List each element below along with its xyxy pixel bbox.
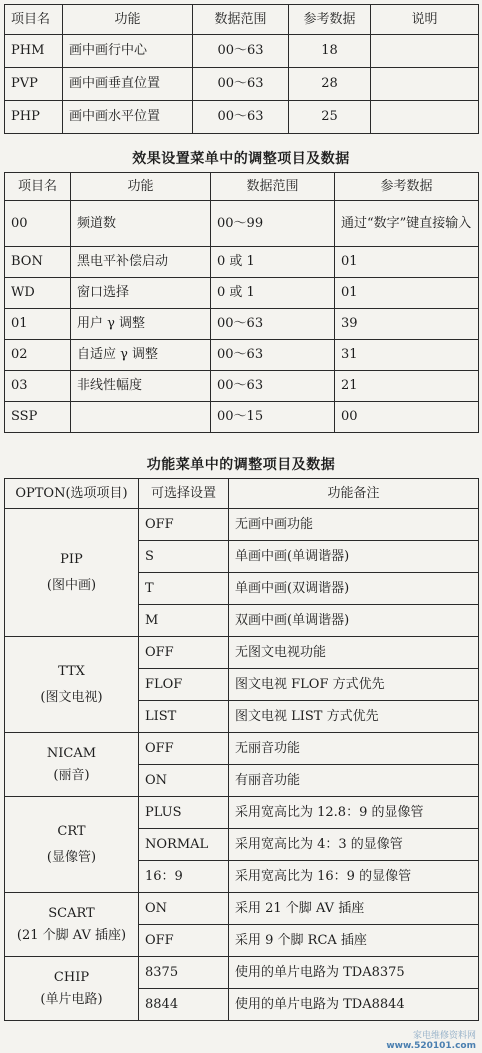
cell: 自适应 γ 调整 bbox=[71, 340, 211, 371]
cell: NORMAL bbox=[139, 829, 229, 861]
cell: 00～63 bbox=[211, 371, 335, 402]
cell: 8375 bbox=[139, 957, 229, 989]
table-row bbox=[5, 637, 479, 669]
cell: 01 bbox=[335, 278, 479, 309]
cell: 无画中画功能 bbox=[229, 509, 479, 541]
cell: 非线性幅度 bbox=[71, 371, 211, 402]
option-name: CRT bbox=[57, 823, 86, 839]
cell: 单画中画(单调谐器) bbox=[229, 541, 479, 573]
cell: 00～63 bbox=[211, 340, 335, 371]
table-header-row bbox=[5, 479, 479, 509]
col-header-remark: 功能备注 bbox=[229, 479, 479, 509]
option-sub: (丽音) bbox=[53, 767, 90, 783]
option-group-ttx bbox=[5, 637, 139, 733]
table-row bbox=[5, 278, 479, 309]
cell: 频道数 bbox=[71, 201, 211, 247]
option-name: CHIP bbox=[53, 969, 90, 985]
table-row bbox=[5, 35, 479, 68]
cell: 无图文电视功能 bbox=[229, 637, 479, 669]
cell: PLUS bbox=[139, 797, 229, 829]
table-row bbox=[5, 309, 479, 340]
option-sub: (图文电视) bbox=[40, 689, 103, 705]
cell: 00～63 bbox=[193, 68, 289, 101]
col-header-range: 数据范围 bbox=[193, 5, 289, 35]
cell: BON bbox=[5, 247, 71, 278]
cell: 16：9 bbox=[139, 861, 229, 893]
option-name: TTX bbox=[58, 663, 85, 679]
option-name: PIP bbox=[60, 551, 83, 567]
table-row bbox=[5, 957, 479, 989]
watermark bbox=[386, 1031, 476, 1051]
cell: 有丽音功能 bbox=[229, 765, 479, 797]
cell: 单画中画(双调谐器) bbox=[229, 573, 479, 605]
cell: 采用宽高比为 4：3 的显像管 bbox=[229, 829, 479, 861]
cell: ON bbox=[139, 765, 229, 797]
table-header-row bbox=[5, 5, 479, 35]
table-header-row bbox=[5, 173, 479, 201]
cell: 00～63 bbox=[193, 35, 289, 68]
table-effects-settings bbox=[4, 172, 479, 433]
table-pip-adjust bbox=[4, 4, 479, 134]
cell: 31 bbox=[335, 340, 479, 371]
cell: 0 或 1 bbox=[211, 278, 335, 309]
cell: 39 bbox=[335, 309, 479, 340]
table-row bbox=[5, 733, 479, 765]
cell: 画中画行中心 bbox=[63, 35, 193, 68]
cell: OFF bbox=[139, 637, 229, 669]
col-header-range: 数据范围 bbox=[211, 173, 335, 201]
cell: 采用宽高比为 12.8：9 的显像管 bbox=[229, 797, 479, 829]
cell: 00 bbox=[5, 201, 71, 247]
table-row bbox=[5, 247, 479, 278]
cell: 00～15 bbox=[211, 402, 335, 433]
cell: PVP bbox=[5, 68, 63, 101]
cell: 00～63 bbox=[193, 101, 289, 134]
col-header-function: 功能 bbox=[71, 173, 211, 201]
cell: 使用的单片电路为 TDA8375 bbox=[229, 957, 479, 989]
cell bbox=[371, 35, 479, 68]
cell: M bbox=[139, 605, 229, 637]
table-row bbox=[5, 402, 479, 433]
cell: FLOF bbox=[139, 669, 229, 701]
cell: 画中画垂直位置 bbox=[63, 68, 193, 101]
cell bbox=[371, 101, 479, 134]
option-name: NICAM bbox=[46, 745, 97, 761]
cell: 03 bbox=[5, 371, 71, 402]
cell: 0 或 1 bbox=[211, 247, 335, 278]
cell: 双画中画(单调谐器) bbox=[229, 605, 479, 637]
table-row bbox=[5, 68, 479, 101]
col-header-reference: 参考数据 bbox=[335, 173, 479, 201]
cell bbox=[71, 402, 211, 433]
table-row bbox=[5, 371, 479, 402]
col-header-reference: 参考数据 bbox=[289, 5, 371, 35]
table-caption-effects: 效果设置菜单中的调整项目及数据 bbox=[132, 151, 350, 167]
cell: 采用宽高比为 16：9 的显像管 bbox=[229, 861, 479, 893]
option-group-chip bbox=[5, 957, 139, 1021]
cell: 00 bbox=[335, 402, 479, 433]
cell: 8844 bbox=[139, 989, 229, 1021]
cell: 28 bbox=[289, 68, 371, 101]
cell: LIST bbox=[139, 701, 229, 733]
table-caption-functions: 功能菜单中的调整项目及数据 bbox=[146, 457, 336, 473]
col-header-note: 说明 bbox=[371, 5, 479, 35]
table-row bbox=[5, 893, 479, 925]
cell: 图文电视 FLOF 方式优先 bbox=[229, 669, 479, 701]
col-header-option: OPTON(选项项目) bbox=[5, 479, 139, 509]
watermark-url: www.520101.com bbox=[386, 1041, 476, 1051]
cell: 00～63 bbox=[211, 309, 335, 340]
cell: 黑电平补偿启动 bbox=[71, 247, 211, 278]
cell: 采用 21 个脚 AV 插座 bbox=[229, 893, 479, 925]
watermark-text: 家电维修资料网 bbox=[412, 1031, 476, 1041]
table-function-options bbox=[4, 478, 479, 1021]
col-header-item: 项目名 bbox=[5, 173, 71, 201]
cell: 无丽音功能 bbox=[229, 733, 479, 765]
option-group-pip bbox=[5, 509, 139, 637]
cell: S bbox=[139, 541, 229, 573]
cell: 用户 γ 调整 bbox=[71, 309, 211, 340]
cell: 01 bbox=[335, 247, 479, 278]
table-row bbox=[5, 101, 479, 134]
table-row bbox=[5, 797, 479, 829]
cell: 21 bbox=[335, 371, 479, 402]
table-row bbox=[5, 509, 479, 541]
cell: OFF bbox=[139, 925, 229, 957]
table-row bbox=[5, 340, 479, 371]
option-group-scart bbox=[5, 893, 139, 957]
cell: PHM bbox=[5, 35, 63, 68]
cell: 通过“数字”键直接输入 bbox=[335, 201, 479, 247]
cell: ON bbox=[139, 893, 229, 925]
cell bbox=[371, 68, 479, 101]
col-header-item: 项目名 bbox=[5, 5, 63, 35]
table-row bbox=[5, 201, 479, 247]
col-header-function: 功能 bbox=[63, 5, 193, 35]
cell: 25 bbox=[289, 101, 371, 134]
col-header-setting: 可选择设置 bbox=[139, 479, 229, 509]
option-group-nicam bbox=[5, 733, 139, 797]
option-sub: (单片电路) bbox=[40, 991, 103, 1007]
cell: 采用 9 个脚 RCA 插座 bbox=[229, 925, 479, 957]
cell: 图文电视 LIST 方式优先 bbox=[229, 701, 479, 733]
option-sub: (21 个脚 AV 插座) bbox=[16, 927, 127, 943]
cell: 画中画水平位置 bbox=[63, 101, 193, 134]
cell: OFF bbox=[139, 509, 229, 541]
option-sub: (显像管) bbox=[46, 849, 97, 865]
cell: 窗口选择 bbox=[71, 278, 211, 309]
option-group-crt bbox=[5, 797, 139, 893]
option-name: SCART bbox=[48, 905, 95, 921]
cell: 使用的单片电路为 TDA8844 bbox=[229, 989, 479, 1021]
cell: 00～99 bbox=[211, 201, 335, 247]
cell: SSP bbox=[5, 402, 71, 433]
cell: OFF bbox=[139, 733, 229, 765]
option-sub: (图中画) bbox=[46, 577, 97, 593]
cell: 18 bbox=[289, 35, 371, 68]
cell: 01 bbox=[5, 309, 71, 340]
cell: WD bbox=[5, 278, 71, 309]
cell: T bbox=[139, 573, 229, 605]
cell: 02 bbox=[5, 340, 71, 371]
cell: PHP bbox=[5, 101, 63, 134]
